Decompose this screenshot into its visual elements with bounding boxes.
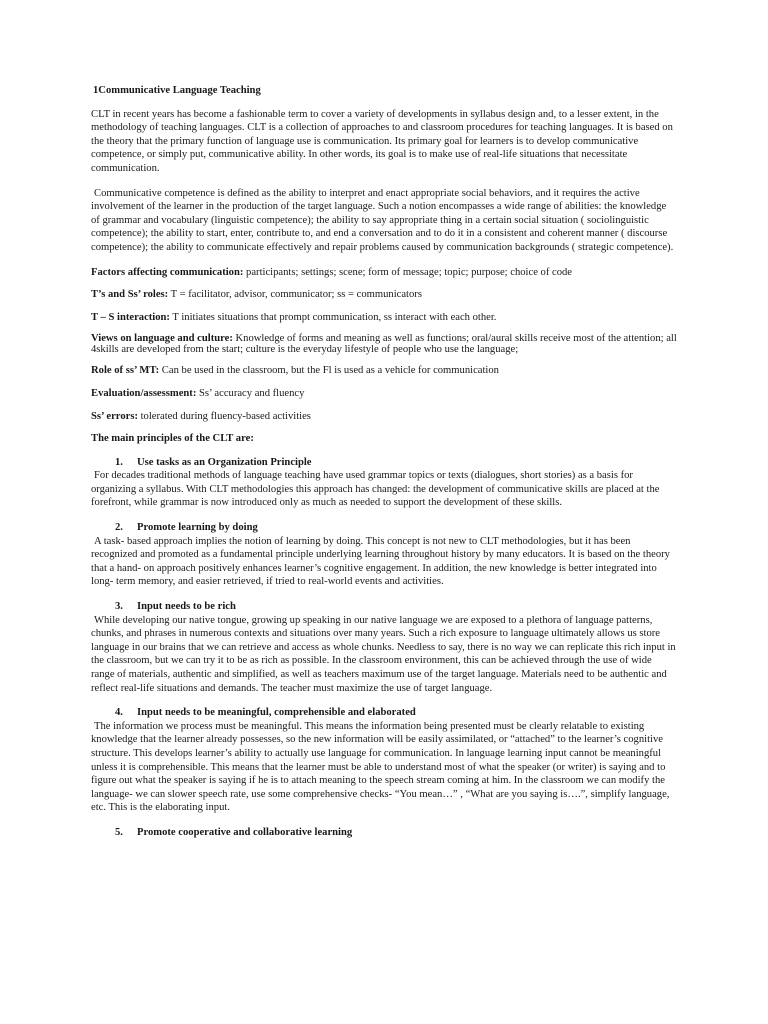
field-label: T’s and Ss’ roles: [91, 289, 169, 301]
field-value: participants; settings; scene; form of message; topic; purpose; choice of code [243, 266, 573, 278]
principle-title: Input needs to be rich [137, 601, 236, 613]
field-value: T = facilitator, advisor, communicator; ss = communicators [168, 289, 422, 301]
field-value: Knowledge of forms and meaning as well as functions; oral/aural skills receive most of the attention; all 4skills are developed from the start; culture is the everyday lifestyle of people who use the language; [91, 333, 677, 356]
principle-item [91, 706, 677, 815]
principles-heading: The main principles of the CLT are: [91, 433, 254, 445]
field-value: T initiates situations that prompt communication, ss interact with each other. [169, 311, 497, 323]
field-role-mt [91, 364, 677, 378]
principle-title: Input needs to be meaningful, comprehensible and elaborated [137, 707, 416, 719]
field-value: tolerated during fluency-based activities [137, 410, 311, 422]
principle-heading [115, 600, 677, 614]
principle-item [91, 600, 677, 695]
principle-title: Use tasks as an Organization Principle [137, 456, 312, 468]
field-label: T – S interaction: [91, 311, 170, 323]
field-label: Factors affecting communication: [91, 266, 244, 278]
field-roles [91, 288, 677, 302]
field-interaction [91, 311, 677, 325]
field-label: Views on language and culture: [91, 333, 233, 345]
field-label: Role of ss’ MT: [91, 365, 160, 377]
principle-body: For decades traditional methods of language teaching have used grammar topics or texts (dialogues, short stories) as a basis for organizing a syllabus. With CLT methodologies this approach has changed: the development of communicative skills are placed at the forefront, while grammar is now introduced only as much as needed to support the development of these skills. [91, 470, 660, 509]
field-value: Can be used in the classroom, but the Fl is used as a vehicle for communication [159, 365, 499, 377]
field-label: Ss’ errors: [91, 410, 138, 422]
principle-number: 5. [115, 826, 123, 838]
principle-body: While developing our native tongue, growing up speaking in our native language we are exposed to a plethora of language patterns, chunks, and phrases in numerous contexts and situations over many years. Such a rich exposure to language ultimately allows us store language in our brains that we can retrieve and access as whole chunks. Needless to say, there is no way we can replicate this rich input in the classroom, but we can try it to be as rich as possible. In the classroom environment, this can be achieved through the use of wide range of materials, authentic and simplified, as well as teachers maximum use of the target language. Materials need to be authentic and reflect real-life situations and demands. The teacher must maximize the use of target language. [91, 614, 676, 694]
field-errors [91, 410, 677, 424]
field-evaluation [91, 387, 677, 401]
principle-title: Promote learning by doing [137, 522, 258, 534]
principle-number: 1. [115, 456, 123, 468]
principle-item [91, 521, 677, 589]
field-factors [91, 266, 677, 280]
principle-heading [115, 826, 677, 840]
principle-heading [115, 706, 677, 720]
intro-paragraph: CLT in recent years has become a fashionable term to cover a variety of developments in syllabus design and, to a lesser extent, in the methodology of teaching languages. CLT is a collection of approaches to and classroom procedures for teaching languages. It is based on the theory that the primary function of language use is communication. Its primary goal for learners is to develop communicative competence, or simply put, communicative ability. In other words, its goal is to make use of real-life situations that necessitate communication. [91, 108, 673, 174]
field-value: Ss’ accuracy and fluency [196, 387, 305, 399]
principle-heading [115, 456, 677, 470]
principle-body: The information we process must be meaningful. This means the information being presented must be clearly relatable to existing knowledge that the learner already possesses, so the new information will be easily assimilated, or “attached” to the learner’s cognitive structure. This develops learner’s ability to actually use language for communication. In language learning input cannot be meaningful unless it is comprehensible. This means that the learner must be able to understand most of what the speaker (or writer) is saying and to figure out what the speaker is saying if he is to attach meaning to the speech stream coming at him. In the classroom we can modify the language- we can slower speech rate, use some comprehensive checks- “You mean…” , “What are you saying is….”, simplify language, etc. This is the elaborating input. [91, 720, 670, 814]
principle-heading [115, 521, 677, 535]
principle-item [91, 826, 677, 840]
competence-paragraph: Communicative competence is defined as the ability to interpret and enact appropriate social behaviors, and it requires the active involvement of the learner in the production of the target language. Such a notion encompasses a wide range of abilities: the knowledge of grammar and vocabulary (linguistic competence); the ability to say appropriate thing in a certain social situation ( sociolinguistic competence); the ability to start, enter, contribute to, and end a conversation and to do it in a consistent and coherent manner ( discourse competence); the ability to communicate effectively and repair problems caused by communication backgrounds ( strategic competence). [91, 187, 674, 253]
principle-number: 3. [115, 601, 123, 613]
principle-item [91, 456, 677, 510]
principle-title: Promote cooperative and collaborative learning [137, 826, 353, 838]
principle-number: 4. [115, 707, 123, 719]
field-label: Evaluation/assessment: [91, 387, 197, 399]
field-views [91, 333, 677, 355]
principle-body: A task- based approach implies the notion of learning by doing. This concept is not new to CLT methodologies, but it has been recognized and promoted as a fundamental principle underlying learning throughout history by many educators. It is based on the theory that a hand- on approach positively enhances learner’s cognitive engagement. In addition, the new knowledge is better integrated into long- term memory, and easier retrieved, if tried to real-world events and activities. [91, 535, 670, 588]
document-page [91, 84, 677, 840]
principle-number: 2. [115, 522, 123, 534]
document-title: 1Communicative Language Teaching [93, 85, 261, 96]
